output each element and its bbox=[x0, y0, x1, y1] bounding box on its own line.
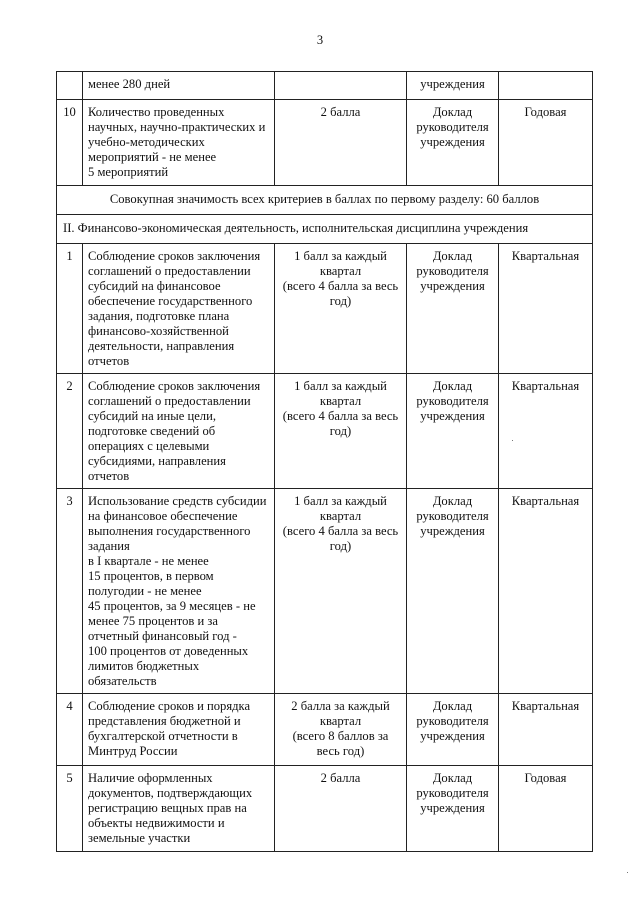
page-number: 3 bbox=[316, 33, 324, 47]
row-number: 10 bbox=[57, 100, 83, 186]
points-text: 2 балла за каждый квартал (всего 8 баллов за весь год) bbox=[275, 694, 407, 766]
criterion-text: Использование средств субсидии на финансовое обеспечение выполнения государственного задания в I квартале - не менее 15 процентов, в первом полугодии - не менее 45 процентов, за 9 месяцев - не менее 75 процентов и за отчетный финансовый год - 100 процентов от доведенных лимитов бюджетных обязательств bbox=[83, 489, 275, 694]
row-number: 4 bbox=[57, 694, 83, 766]
table-row bbox=[57, 374, 593, 489]
source-text: Доклад руководителя учреждения bbox=[407, 100, 499, 186]
points-text bbox=[275, 72, 407, 100]
section-header-row bbox=[57, 215, 593, 244]
period-text: Квартальная bbox=[499, 374, 593, 489]
source-text: учреждения bbox=[407, 72, 499, 100]
points-text: 2 балла bbox=[275, 100, 407, 186]
section-title: II. Финансово-экономическая деятельность, исполнительская дисциплина учреждения bbox=[57, 215, 593, 244]
criterion-text: менее 280 дней bbox=[83, 72, 275, 100]
points-text: 1 балл за каждый квартал (всего 4 балла за весь год) bbox=[275, 244, 407, 374]
period-text: Квартальная bbox=[499, 244, 593, 374]
scan-speck bbox=[512, 440, 513, 441]
scan-speck bbox=[627, 872, 628, 873]
table-row bbox=[57, 100, 593, 186]
period-text bbox=[499, 72, 593, 100]
period-text: Годовая bbox=[499, 100, 593, 186]
table-row bbox=[57, 489, 593, 694]
table-row bbox=[57, 244, 593, 374]
criterion-text: Соблюдение сроков заключения соглашений о предоставлении субсидий на иные цели, подготовке сведений об операциях с целевыми субсидиями, направления отчетов bbox=[83, 374, 275, 489]
points-text: 1 балл за каждый квартал (всего 4 балла за весь год) bbox=[275, 374, 407, 489]
section-summary: Совокупная значимость всех критериев в баллах по первому разделу: 60 баллов bbox=[57, 186, 593, 215]
summary-row bbox=[57, 186, 593, 215]
row-number: 2 bbox=[57, 374, 83, 489]
criterion-text: Соблюдение сроков и порядка представления бюджетной и бухгалтерской отчетности в Минтруд России bbox=[83, 694, 275, 766]
row-number bbox=[57, 72, 83, 100]
row-number: 1 bbox=[57, 244, 83, 374]
source-text: Доклад руководителя учреждения bbox=[407, 489, 499, 694]
source-text: Доклад руководителя учреждения bbox=[407, 766, 499, 852]
period-text: Квартальная bbox=[499, 489, 593, 694]
row-number: 3 bbox=[57, 489, 83, 694]
row-number: 5 bbox=[57, 766, 83, 852]
period-text: Квартальная bbox=[499, 694, 593, 766]
criterion-text: Наличие оформленных документов, подтверждающих регистрацию вещных прав на объекты недвижимости и земельные участки bbox=[83, 766, 275, 852]
source-text: Доклад руководителя учреждения bbox=[407, 694, 499, 766]
criterion-text: Соблюдение сроков заключения соглашений о предоставлении субсидий на финансовое обеспечение государственного задания, подготовке плана финансово-хозяйственной деятельности, направления отчетов bbox=[83, 244, 275, 374]
criteria-table bbox=[56, 71, 593, 852]
table-row bbox=[57, 766, 593, 852]
table-row bbox=[57, 694, 593, 766]
source-text: Доклад руководителя учреждения bbox=[407, 244, 499, 374]
criterion-text: Количество проведенных научных, научно-практических и учебно-методических мероприятий - не менее 5 мероприятий bbox=[83, 100, 275, 186]
table-row bbox=[57, 72, 593, 100]
points-text: 2 балла bbox=[275, 766, 407, 852]
source-text: Доклад руководителя учреждения bbox=[407, 374, 499, 489]
points-text: 1 балл за каждый квартал (всего 4 балла за весь год) bbox=[275, 489, 407, 694]
period-text: Годовая bbox=[499, 766, 593, 852]
